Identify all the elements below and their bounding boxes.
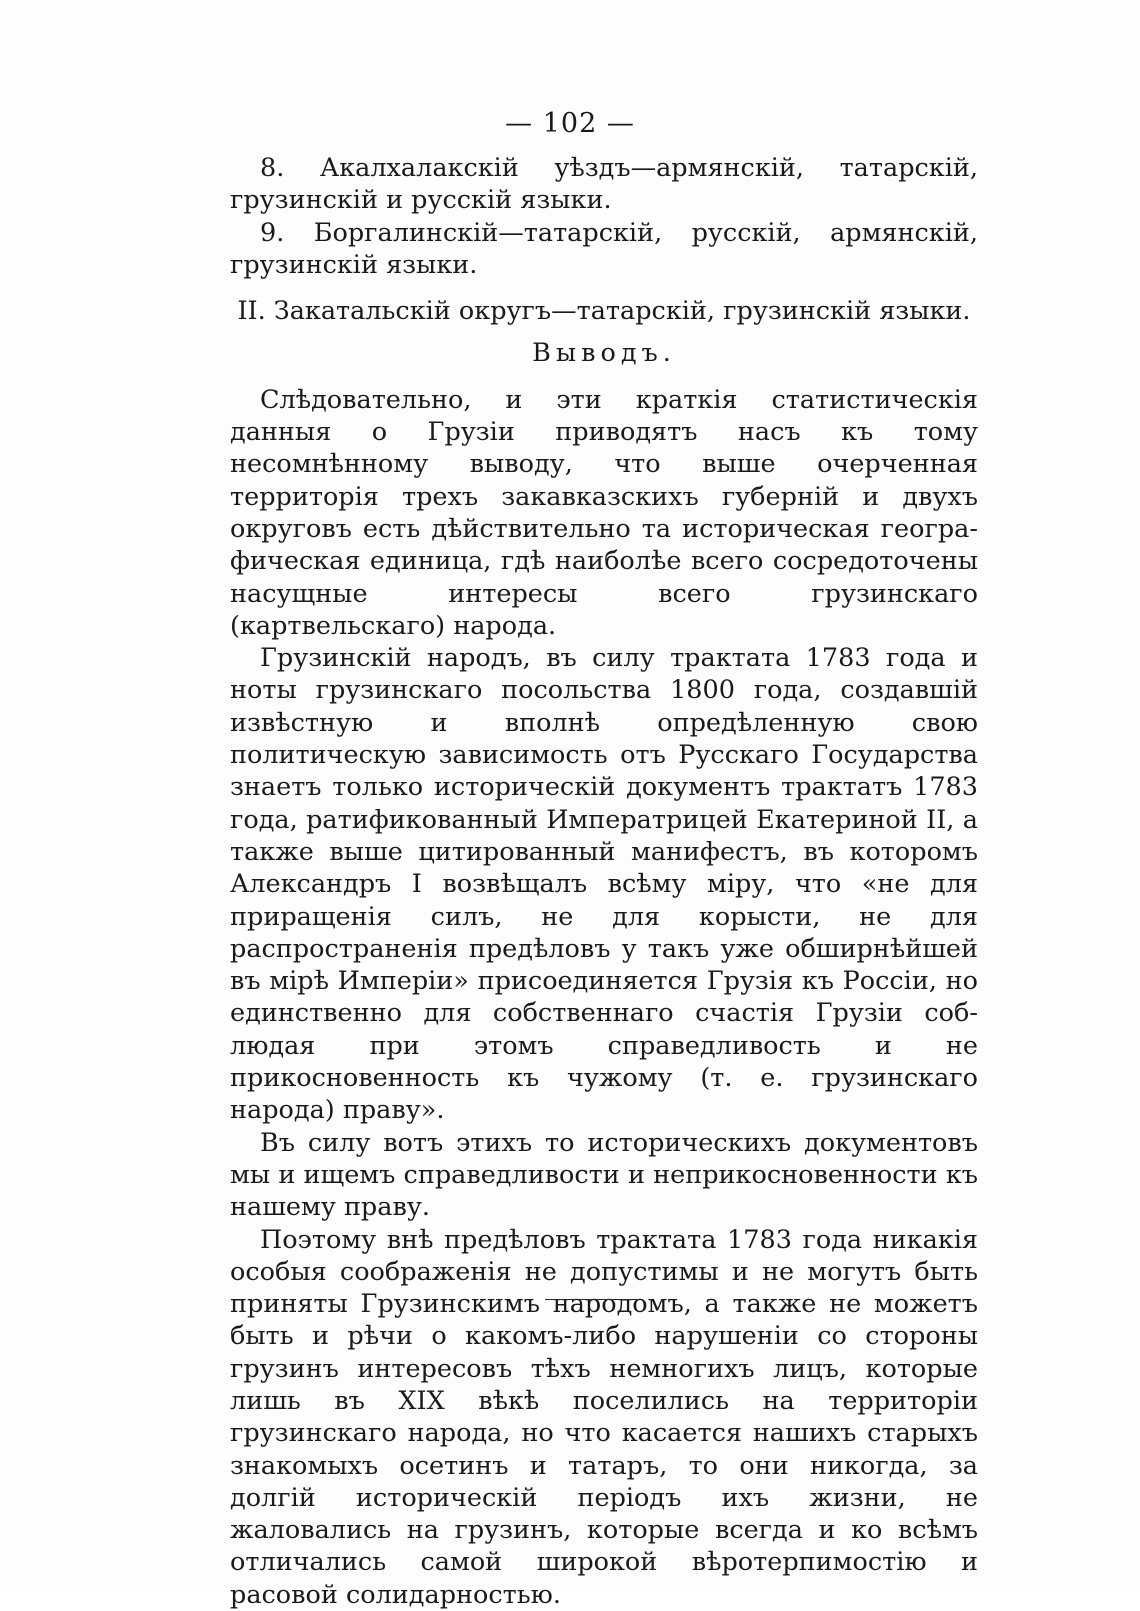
list-item: 8. Акалхалакскій уѣздъ—армянскій, татарскій, грузинскій и русскій языки.	[230, 152, 978, 217]
text-body	[230, 152, 978, 1611]
page-number: — 102 —	[0, 108, 1140, 139]
paragraph: Слѣдовательно, и эти краткія статистическія данныя о Грузіи приводятъ насъ къ тому несомнѣнному выводу, что выше очерченная территорія трехъ закавказскихъ губерній и двухъ округовъ есть дѣйствительно та историческая географическая единица, гдѣ наиболѣе всего сосредоточены насущные интересы всего грузинскаго (картвельскаго) народа.	[230, 384, 978, 642]
closing-rule	[545, 1299, 637, 1300]
paragraph: Поэтому внѣ предѣловъ трактата 1783 года никакія особыя соображенія не допустимы и не могутъ быть приняты Грузинскимъ народомъ, а также не можетъ быть и рѣчи о какомъ-либо нарушеніи со стороны грузинъ интересовъ тѣхъ немногихъ лицъ, которые лишь въ XIX вѣкѣ поселились на территоріи грузинскаго народа, но что касается нашихъ старыхъ знакомыхъ осетинъ и татаръ, то они никогда, за долгій историческій періодъ ихъ жизни, не жаловались на грузинъ, которые всегда и ко всѣмъ отличались самой широкой вѣротерпимостію и расовой солидарностью.	[230, 1224, 978, 1611]
paragraph: Въ силу вотъ этихъ то историческихъ документовъ мы и ищемъ справедливости и неприкосновенности къ нашему праву.	[230, 1127, 978, 1224]
paragraph: Грузинскій народъ, въ силу трактата 1783 года и ноты грузинскаго посольства 1800 года, создавшій извѣстную и вполнѣ опредѣленную свою политическую зависимость отъ Русскаго Государства знаетъ только историческій документъ трактатъ 1783 года, ратификованный Императрицей Екатериной II, а также выше цитированный манифестъ, въ которомъ Александръ I возвѣщалъ всѣму міру, что «не для приращенія силъ, не для корысти, не для распространенія предѣловъ у такъ уже обширнѣйшей въ мірѣ Имперіи» присоединяется Грузія къ Россіи, но единственно для собственнаго счастія Грузіи соблюдая при этомъ справедливость и не прикосновенность къ чужому (т. е. грузинскаго народа) праву».	[230, 642, 978, 1126]
district-line: II. Закатальскій округъ—татарскій, грузинскій языки.	[230, 295, 978, 327]
section-heading: Выводъ.	[230, 337, 978, 369]
list-item: 9. Боргалинскій—татарскій, русскій, армянскій, грузинскій языки.	[230, 217, 978, 282]
